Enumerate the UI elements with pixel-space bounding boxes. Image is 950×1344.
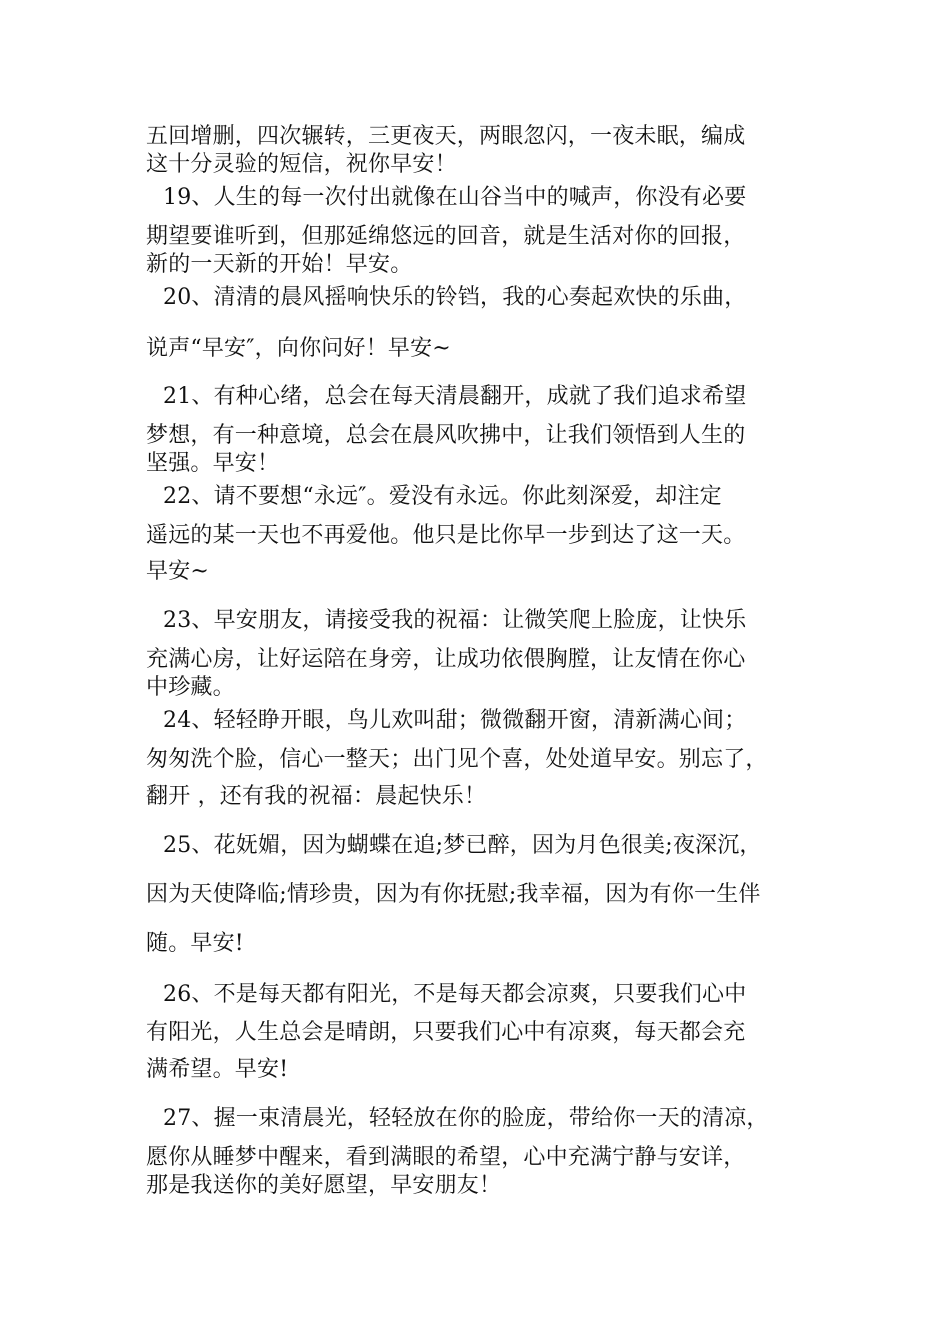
text-line: 五回增删，四次辗转，三更夜天，两眼忽闪，一夜未眠，编成 <box>146 124 746 149</box>
text-line: 说声“早安″，向你问好！早安~ <box>146 336 451 361</box>
text-line: 满希望。早安! <box>146 1057 289 1082</box>
text-line: 那是我送你的美好愿望，早安朋友！ <box>146 1173 502 1198</box>
text-line: 21、有种心绪，总会在每天清晨翻开，成就了我们追求希望 <box>163 384 747 409</box>
text-line: 愿你从睡梦中醒来，看到满眼的希望，心中充满宁静与安详， <box>146 1145 746 1170</box>
text-line: 翻开 ，还有我的祝福：晨起快乐！ <box>146 784 487 809</box>
text-line: 随。早安! <box>146 931 244 956</box>
text-line: 这十分灵验的短信，祝你早安！ <box>146 152 457 177</box>
text-line: 27、握一束清晨光，轻轻放在你的脸庞，带给你一天的清凉， <box>163 1106 769 1131</box>
text-line: 24、轻轻睁开眼，鸟儿欢叫甜；微微翻开窗，清新满心间； <box>163 708 747 733</box>
text-line: 期望要谁听到，但那延绵悠远的回音，就是生活对你的回报， <box>146 224 746 249</box>
text-line: 新的一天新的开始！早安。 <box>146 252 413 277</box>
text-line: 早安~ <box>146 559 210 584</box>
text-line: 26、不是每天都有阳光，不是每天都会凉爽，只要我们心中 <box>163 982 747 1007</box>
text-line: 25、花妩媚，因为蝴蝶在追;梦已醉，因为月色很美;夜深沉， <box>163 833 762 858</box>
text-line: 20、清清的晨风摇响快乐的铃铛，我的心奏起欢快的乐曲， <box>163 285 747 310</box>
text-line: 中珍藏。 <box>146 675 235 700</box>
text-line: 因为天使降临;情珍贵，因为有你抚慰;我幸福，因为有你一生伴 <box>146 882 761 907</box>
text-line: 充满心房，让好运陪在身旁，让成功依偎胸膛，让友情在你心 <box>146 647 746 672</box>
text-line: 有阳光，人生总会是晴朗，只要我们心中有凉爽，每天都会充 <box>146 1020 746 1045</box>
text-line: 梦想，有一种意境，总会在晨风吹拂中，让我们领悟到人生的 <box>146 423 746 448</box>
text-line: 匆匆洗个脸，信心一整天；出门见个喜，处处道早安。别忘了， <box>146 747 768 772</box>
text-line: 坚强。早安！ <box>146 451 280 476</box>
text-line: 23、早安朋友，请接受我的祝福：让微笑爬上脸庞，让快乐 <box>163 608 747 633</box>
text-line: 22、请不要想“永远″。爱没有永远。你此刻深爱，却注定 <box>163 484 722 509</box>
text-line: 遥远的某一天也不再爱他。他只是比你早一步到达了这一天。 <box>146 523 746 548</box>
text-line: 19、人生的每一次付出就像在山谷当中的喊声，你没有必要 <box>163 185 747 210</box>
